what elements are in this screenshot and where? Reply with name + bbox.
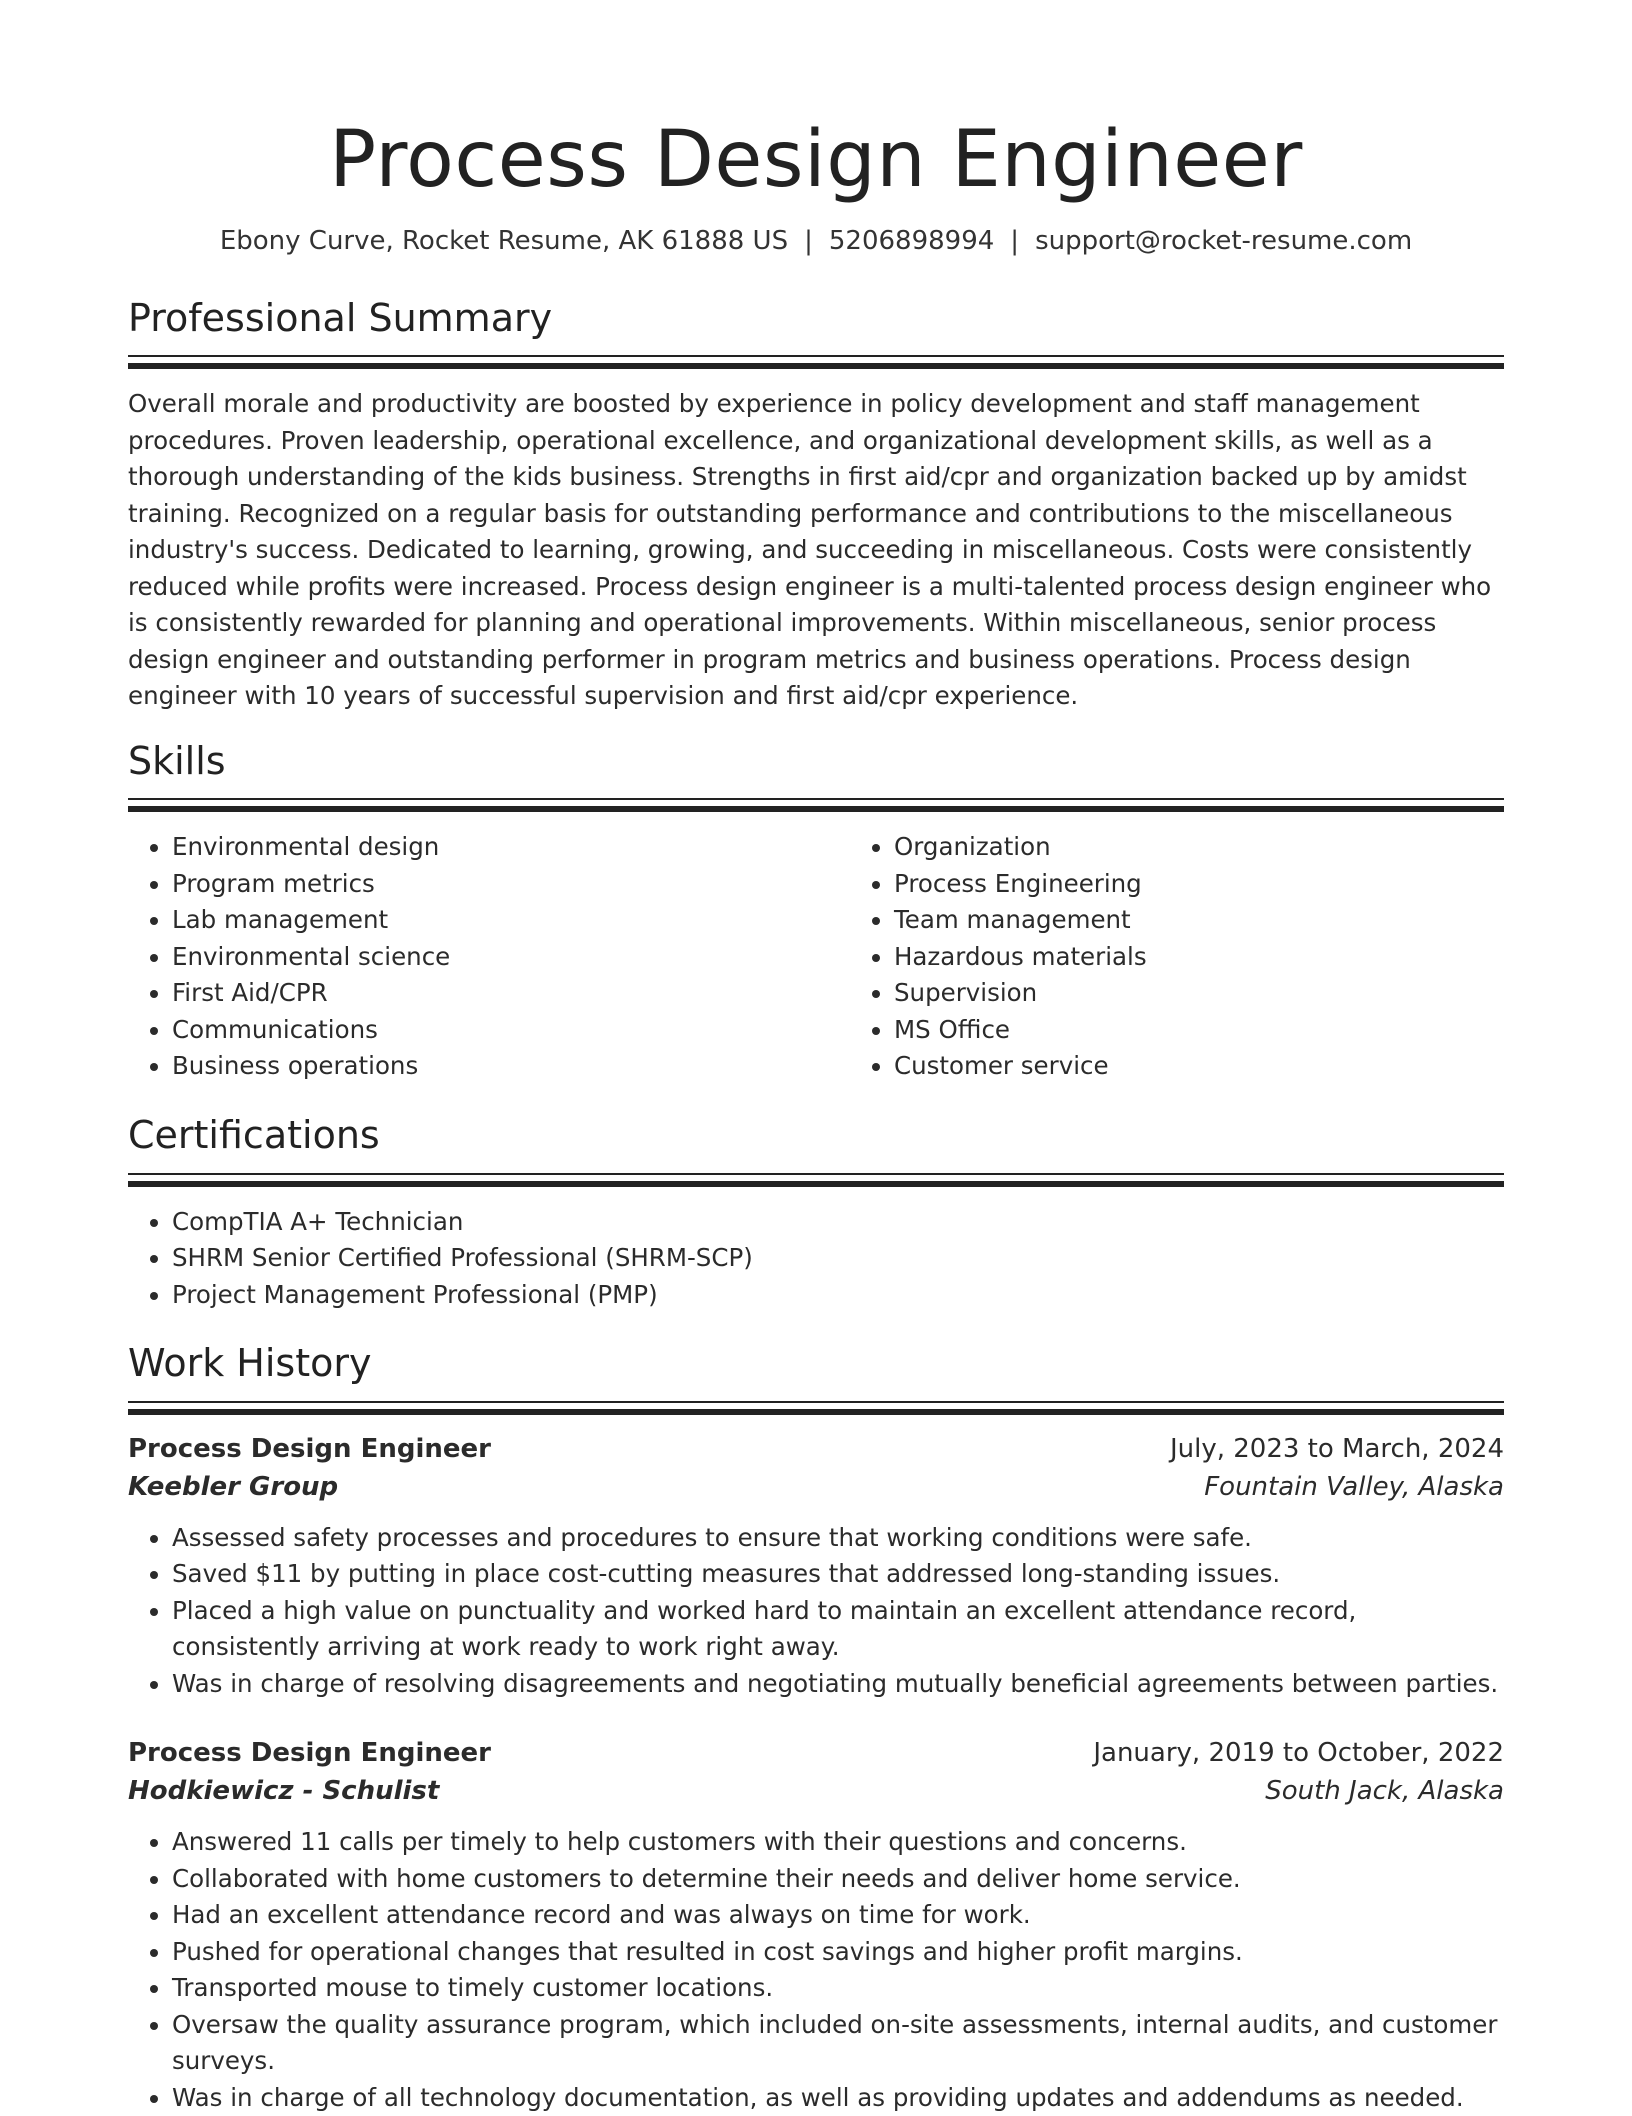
job-entry (128, 1734, 1504, 2116)
section-divider (128, 355, 1504, 370)
job-bullet: • Placed a high value on punctuality and worked hard to maintain an excellent attendance record, consistently arriving at work ready to work right away. (172, 1593, 1504, 1666)
skill-item: • Program metrics (172, 866, 850, 903)
contact-address: Ebony Curve, Rocket Resume, AK 61888 US (219, 225, 789, 256)
job-bullet: • Pushed for operational changes that resulted in cost savings and higher profit margins. (172, 1934, 1504, 1971)
skill-item: • First Aid/CPR (172, 975, 850, 1012)
resume-name-title: Process Design Engineer (329, 115, 1303, 205)
certifications-section (128, 1113, 1504, 1313)
certification-item: • SHRM Senior Certified Professional (SHRM-SCP) (172, 1240, 1504, 1277)
job-bullet: • Assessed safety processes and procedures to ensure that working conditions were safe. (172, 1520, 1504, 1557)
job-dates: January, 2019 to October, 2022 (1093, 1738, 1504, 1769)
certification-item: • CompTIA A+ Technician (172, 1204, 1504, 1241)
job-location: Fountain Valley, Alaska (1204, 1471, 1504, 1502)
skill-item: • Supervision (894, 975, 1504, 1012)
section-divider (128, 798, 1504, 813)
contact-separator: | (804, 225, 813, 256)
section-divider (128, 1173, 1504, 1188)
skill-item: • MS Office (894, 1012, 1504, 1049)
skill-item: • Team management (894, 902, 1504, 939)
contact-separator: | (1010, 225, 1020, 256)
skill-item: • Process Engineering (894, 866, 1504, 903)
summary-heading: Professional Summary (128, 295, 553, 340)
skills-list-right (850, 829, 1504, 1085)
job-location: South Jack, Alaska (1265, 1776, 1504, 1807)
job-title: Process Design Engineer (128, 1433, 491, 1464)
skill-item: • Environmental science (172, 939, 850, 976)
certification-item: • Project Management Professional (PMP) (172, 1277, 1504, 1314)
job-title: Process Design Engineer (128, 1738, 491, 1769)
job-bullet: • Had an excellent attendance record and was always on time for work. (172, 1897, 1504, 1934)
job-subheader (128, 1468, 1504, 1506)
skill-item: • Communications (172, 1012, 850, 1049)
job-header (128, 1430, 1504, 1468)
work-history-section (128, 1341, 1504, 2116)
job-bullet: • Transported mouse to timely customer locations. (172, 1970, 1504, 2007)
skill-item: • Business operations (172, 1048, 850, 1085)
skills-heading: Skills (128, 738, 226, 783)
skill-item: • Customer service (894, 1048, 1504, 1085)
job-bullet: • Was in charge of all technology documentation, as well as providing updates and addendums as needed. (172, 2080, 1504, 2116)
section-divider (128, 1401, 1504, 1416)
contact-phone: 5206898994 (828, 225, 995, 256)
job-dates: July, 2023 to March, 2024 (1169, 1433, 1504, 1464)
skills-columns (128, 829, 1504, 1085)
skill-item: • Lab management (172, 902, 850, 939)
job-entry (128, 1430, 1504, 1703)
job-bullet-list (128, 1520, 1504, 1703)
job-company: Hodkiewicz - Schulist (128, 1776, 440, 1807)
skill-item: • Organization (894, 829, 1504, 866)
job-subheader (128, 1772, 1504, 1810)
job-bullet: • Saved $11 by putting in place cost-cutting measures that addressed long-standing issues. (172, 1556, 1504, 1593)
skills-list-left (128, 829, 850, 1085)
job-bullet: • Was in charge of resolving disagreements and negotiating mutually beneficial agreements between parties. (172, 1666, 1504, 1703)
job-bullet-list (128, 1824, 1504, 2116)
skill-item: • Hazardous materials (894, 939, 1504, 976)
skill-item: • Environmental design (172, 829, 850, 866)
job-header (128, 1734, 1504, 1772)
certifications-list (128, 1204, 1504, 1314)
certifications-heading: Certifications (128, 1112, 380, 1157)
skills-section (128, 739, 1504, 1085)
job-bullet: • Collaborated with home customers to determine their needs and deliver home service. (172, 1861, 1504, 1898)
job-bullet: • Oversaw the quality assurance program, which included on-site assessments, internal audits, and customer surveys. (172, 2007, 1504, 2080)
job-company: Keebler Group (128, 1471, 339, 1502)
job-bullet: • Answered 11 calls per timely to help customers with their questions and concerns. (172, 1824, 1504, 1861)
work-history-heading: Work History (128, 1341, 372, 1386)
summary-text: Overall morale and productivity are boosted by experience in policy development and staff management procedures. Proven leadership, operational excellence, and organizational development skills, as well as a thorough understanding of the kids business. Strengths in first aid/cpr and organization backed up by amidst training. Recognized on a regular basis for outstanding performance and contributions to the miscellaneous industry's success. Dedicated to learning, growing, and succeeding in miscellaneous. Costs were consistently reduced while profits were increased. Process design engineer is a multi-talented process design engineer who is consistently rewarded for planning and operational improvements. Within miscellaneous, senior process design engineer and outstanding performer in program metrics and business operations. Process design engineer with 10 years of successful supervision and first aid/cpr experience. (128, 389, 1492, 711)
contact-line (128, 226, 1504, 256)
summary-section (128, 296, 1504, 715)
contact-email: support@rocket-resume.com (1035, 225, 1413, 256)
